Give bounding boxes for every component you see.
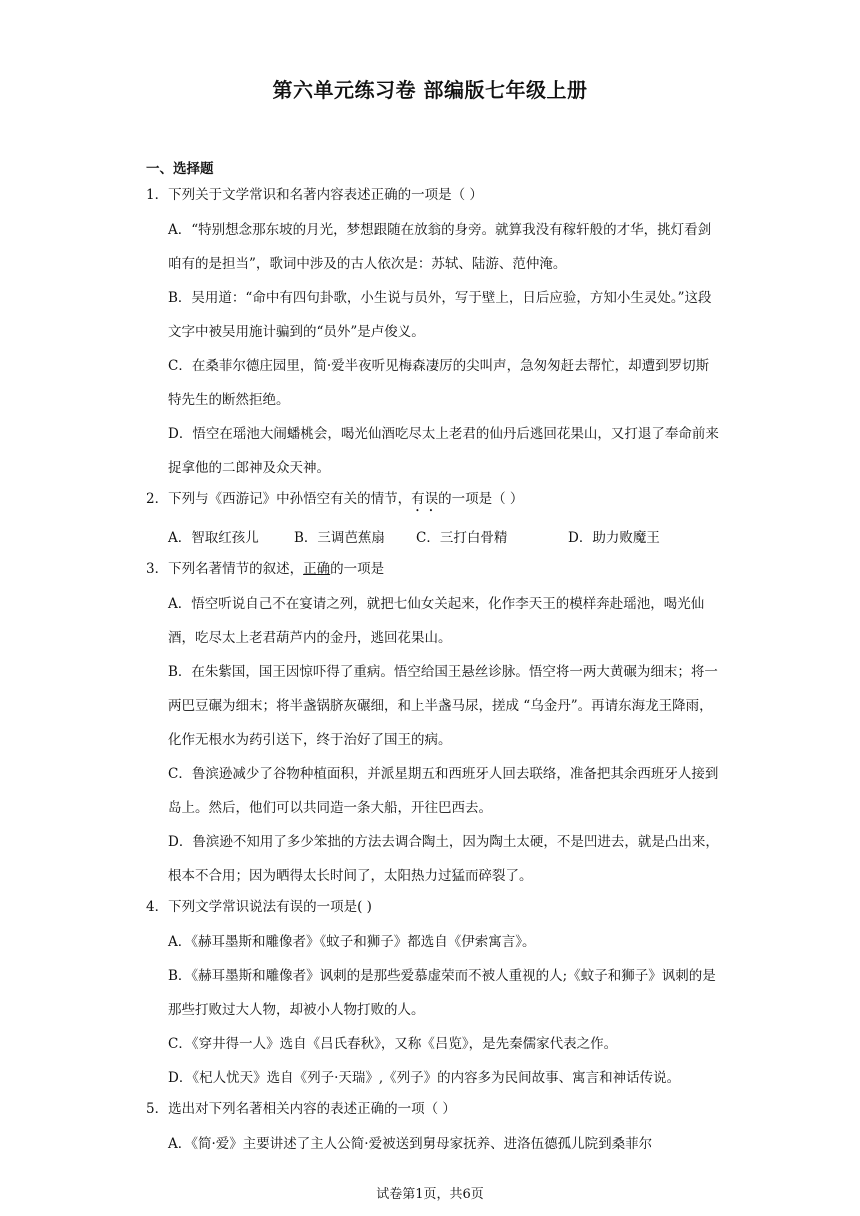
question-stem: [146, 557, 719, 581]
option-c: C．在桑菲尔德庄园里，简·爱半夜听见梅森凄厉的尖叫声，急匆匆赶去帮忙，却遭到罗切斯特先生的断然拒绝。: [168, 358, 710, 408]
options-row: [146, 521, 719, 555]
option-a: A．《简·爱》主要讲述了主人公简·爱被送到舅母家抚养、进洛伍德孤儿院到桑菲尔: [168, 1136, 653, 1152]
question-list: [146, 183, 719, 1163]
option-c: C．《穿井得一人》选自《吕氏春秋》，又称《吕览》，是先秦儒家代表之作。: [168, 1036, 618, 1052]
option-b: B．吴用道：“命中有四句卦歌，小生说与员外，写于壁上，日后应验，方知小生灵处。”这段文字中被吴用施计骗到的“员外”是卢俊义。: [168, 290, 712, 340]
question-stem: 1．下列关于文学常识和名著内容表述正确的一项是（ ）: [146, 187, 483, 203]
option-b: B．《赫耳墨斯和雕像者》讽刺的是那些爱慕虚荣而不被人重视的人;《蚊子和狮子》讽刺的是那些打败过大人物，却被小人物打败的人。: [168, 968, 716, 1018]
stem-text: 3．下列名著情节的叙述，: [146, 561, 304, 577]
document-title: 第六单元练习卷 部编版七年级上册: [272, 78, 588, 102]
question-4: [146, 895, 719, 1095]
option-a: A．悟空听说自己不在宴请之列，就把七仙女关起来，化作李天王的模样奔赴瑶池，喝光仙酒，吃尽太上老君葫芦内的金丹，逃回花果山。: [168, 596, 705, 646]
emphasis-mark: 有误: [411, 491, 439, 507]
option-d: D．鲁滨逊不知用了多少笨拙的方法去调合陶土，因为陶土太硬，不是凹进去，就是凸出来，根本不合用；因为晒得太长时间了，太阳热力过猛而碎裂了。: [168, 834, 719, 884]
stem-text: 的一项是（ ）: [438, 491, 524, 507]
question-5: [146, 1097, 719, 1161]
stem-text: 2．下列与《西游记》中孙悟空有关的情节，: [146, 491, 412, 507]
option-c: C．鲁滨逊减少了谷物种植面积，并派星期五和西班牙人回去联络，准备把其余西班牙人接到岛上。然后，他们可以共同造一条大船，开往巴西去。: [168, 766, 719, 816]
option-c: C．三打白骨精: [416, 530, 508, 546]
page-footer: 试卷第1页，共6页: [376, 1187, 484, 1202]
question-2: [146, 487, 719, 555]
option-d: D．悟空在瑶池大闹蟠桃会，喝光仙酒吃尽太上老君的仙丹后逃回花果山，又打退了奉命前来捉拿他的二郎神及众天神。: [168, 426, 719, 476]
underlined-mark: 正确: [303, 561, 331, 577]
question-stem: 4．下列文学常识说法有误的一项是( ): [146, 899, 372, 915]
question-stem: 5．选出对下列名著相关内容的表述正确的一项（ ）: [146, 1101, 456, 1117]
question-stem: [146, 487, 719, 515]
option-a: A．《赫耳墨斯和雕像者》《蚊子和狮子》都选自《伊索寓言》。: [168, 934, 536, 950]
option-d: D．《杞人忧天》选自《列子·天瑞》,《列子》的内容多为民间故事、寓言和神话传说。: [168, 1070, 681, 1086]
question-3: [146, 557, 719, 893]
stem-text: 的一项是: [330, 561, 385, 577]
option-b: B．在朱紫国，国王因惊吓得了重病。悟空给国王悬丝诊脉。悟空将一两大黄碾为细末；将一两巴豆碾为细末；将半盏锅脐灰碾细，和上半盏马尿，搓成 “乌金丹”。再请东海龙王降雨，化作无根水为药引送下，终于治好了国王的病。: [168, 664, 718, 748]
option-a: A．“特别想念那东坡的月光，梦想跟随在放翁的身旁。就算我没有稼轩般的才华，挑灯看剑咱有的是担当”，歌词中涉及的古人依次是：苏轼、陆游、范仲淹。: [168, 222, 712, 272]
option-d: D．助力败魔王: [568, 530, 660, 546]
option-b: B．三调芭蕉扇: [294, 530, 385, 546]
question-1: [146, 183, 719, 485]
option-a: A．智取红孩儿: [168, 530, 259, 546]
section-title: 一、选择题: [146, 161, 214, 177]
